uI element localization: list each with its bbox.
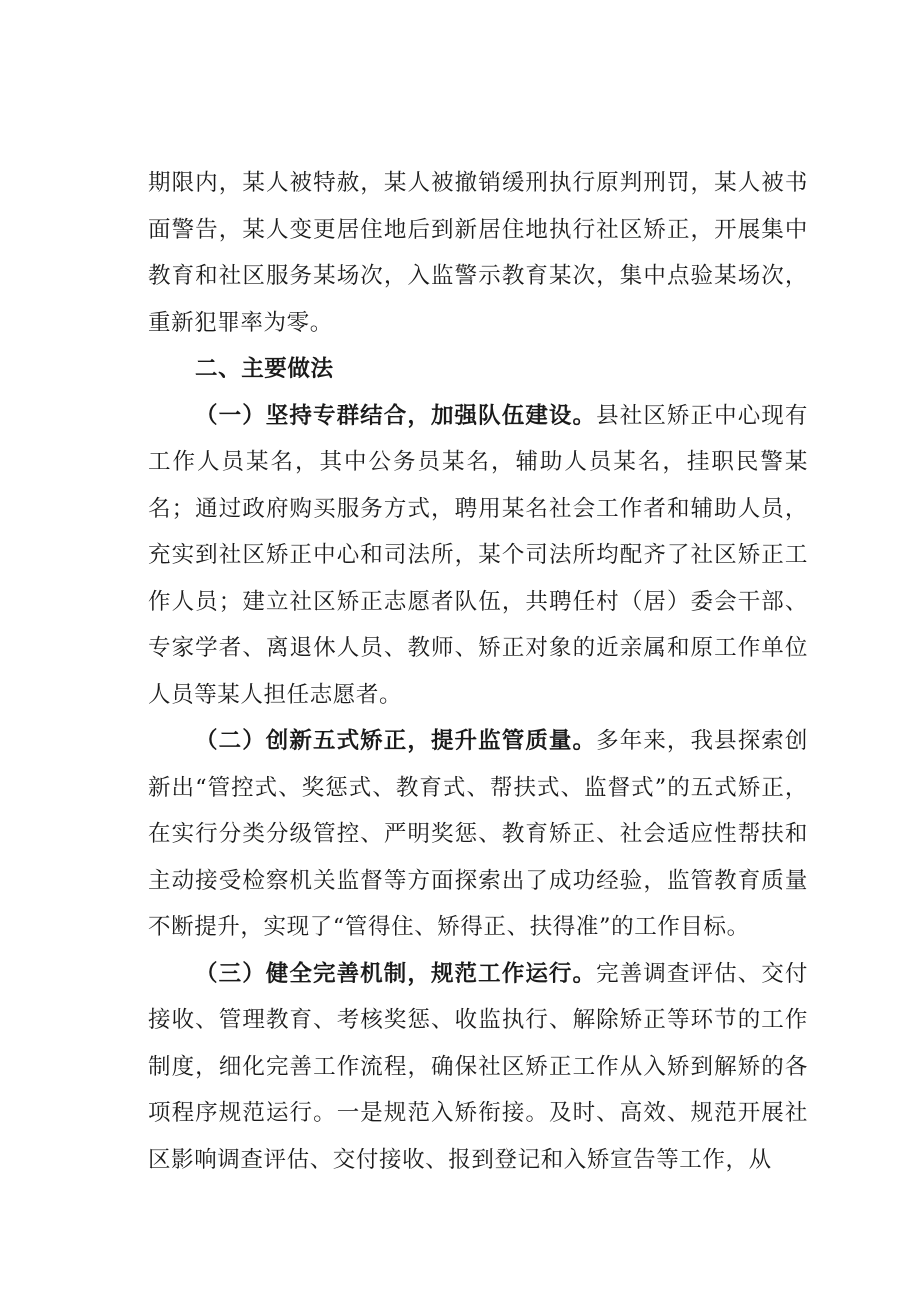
subsection-3-lead: （三）健全完善机制，规范工作运行。	[195, 960, 597, 987]
document-body	[148, 160, 808, 1183]
subsection-1-paragraph	[148, 393, 808, 719]
subsection-3-text: 完善调查评估、交付接收、管理教育、考核奖惩、收监执行、解除矫正等环节的工作制度，细化完善工作流程，确保社区矫正工作从入矫到解矫的各项程序规范运行。一是规范入矫衔接。及时、高效、规范开展社区影响调查评估、交付接收、报到登记和入矫宣告等工作，从	[148, 960, 809, 1173]
subsection-2-lead: （二）创新五式矫正，提升监管质量。	[195, 728, 597, 754]
subsection-1-lead: （一）坚持专群结合，加强队伍建设。	[195, 402, 597, 429]
intro-paragraph	[148, 160, 808, 346]
subsection-1-text: 县社区矫正中心现有工作人员某名，其中公务员某名，辅助人员某名，挂职民警某名；通过政府购买服务方式，聘用某名社会工作者和辅助人员，充实到社区矫正中心和司法所，某个司法所均配齐了社区矫正工作人员；建立社区矫正志愿者队伍，共聘任村（居）委会干部、专家学者、离退休人员、教师、矫正对象的近亲属和原工作单位人员等某人担任志愿者。	[148, 402, 809, 708]
subsection-3-paragraph	[148, 951, 808, 1184]
intro-paragraph-text: 期限内，某人被特赦，某人被撤销缓刑执行原判刑罚，某人被书面警告，某人变更居住地后到新居住地执行社区矫正，开展集中教育和社区服务某场次，入监警示教育某次，集中点验某场次，重新犯罪率为零。	[148, 170, 808, 336]
section-heading: 二、主要做法	[195, 356, 334, 382]
subsection-2-text: 多年来，我县探索创新出“管控式、奖惩式、教育式、帮扶式、监督式”的五式矫正，在实行分类分级管控、严明奖惩、教育矫正、社会适应性帮扶和主动接受检察机关监督等方面探索出了成功经验，监管教育质量不断提升，实现了“管得住、矫得正、扶得准”的工作目标。	[148, 728, 809, 940]
subsection-2-paragraph	[148, 718, 808, 951]
